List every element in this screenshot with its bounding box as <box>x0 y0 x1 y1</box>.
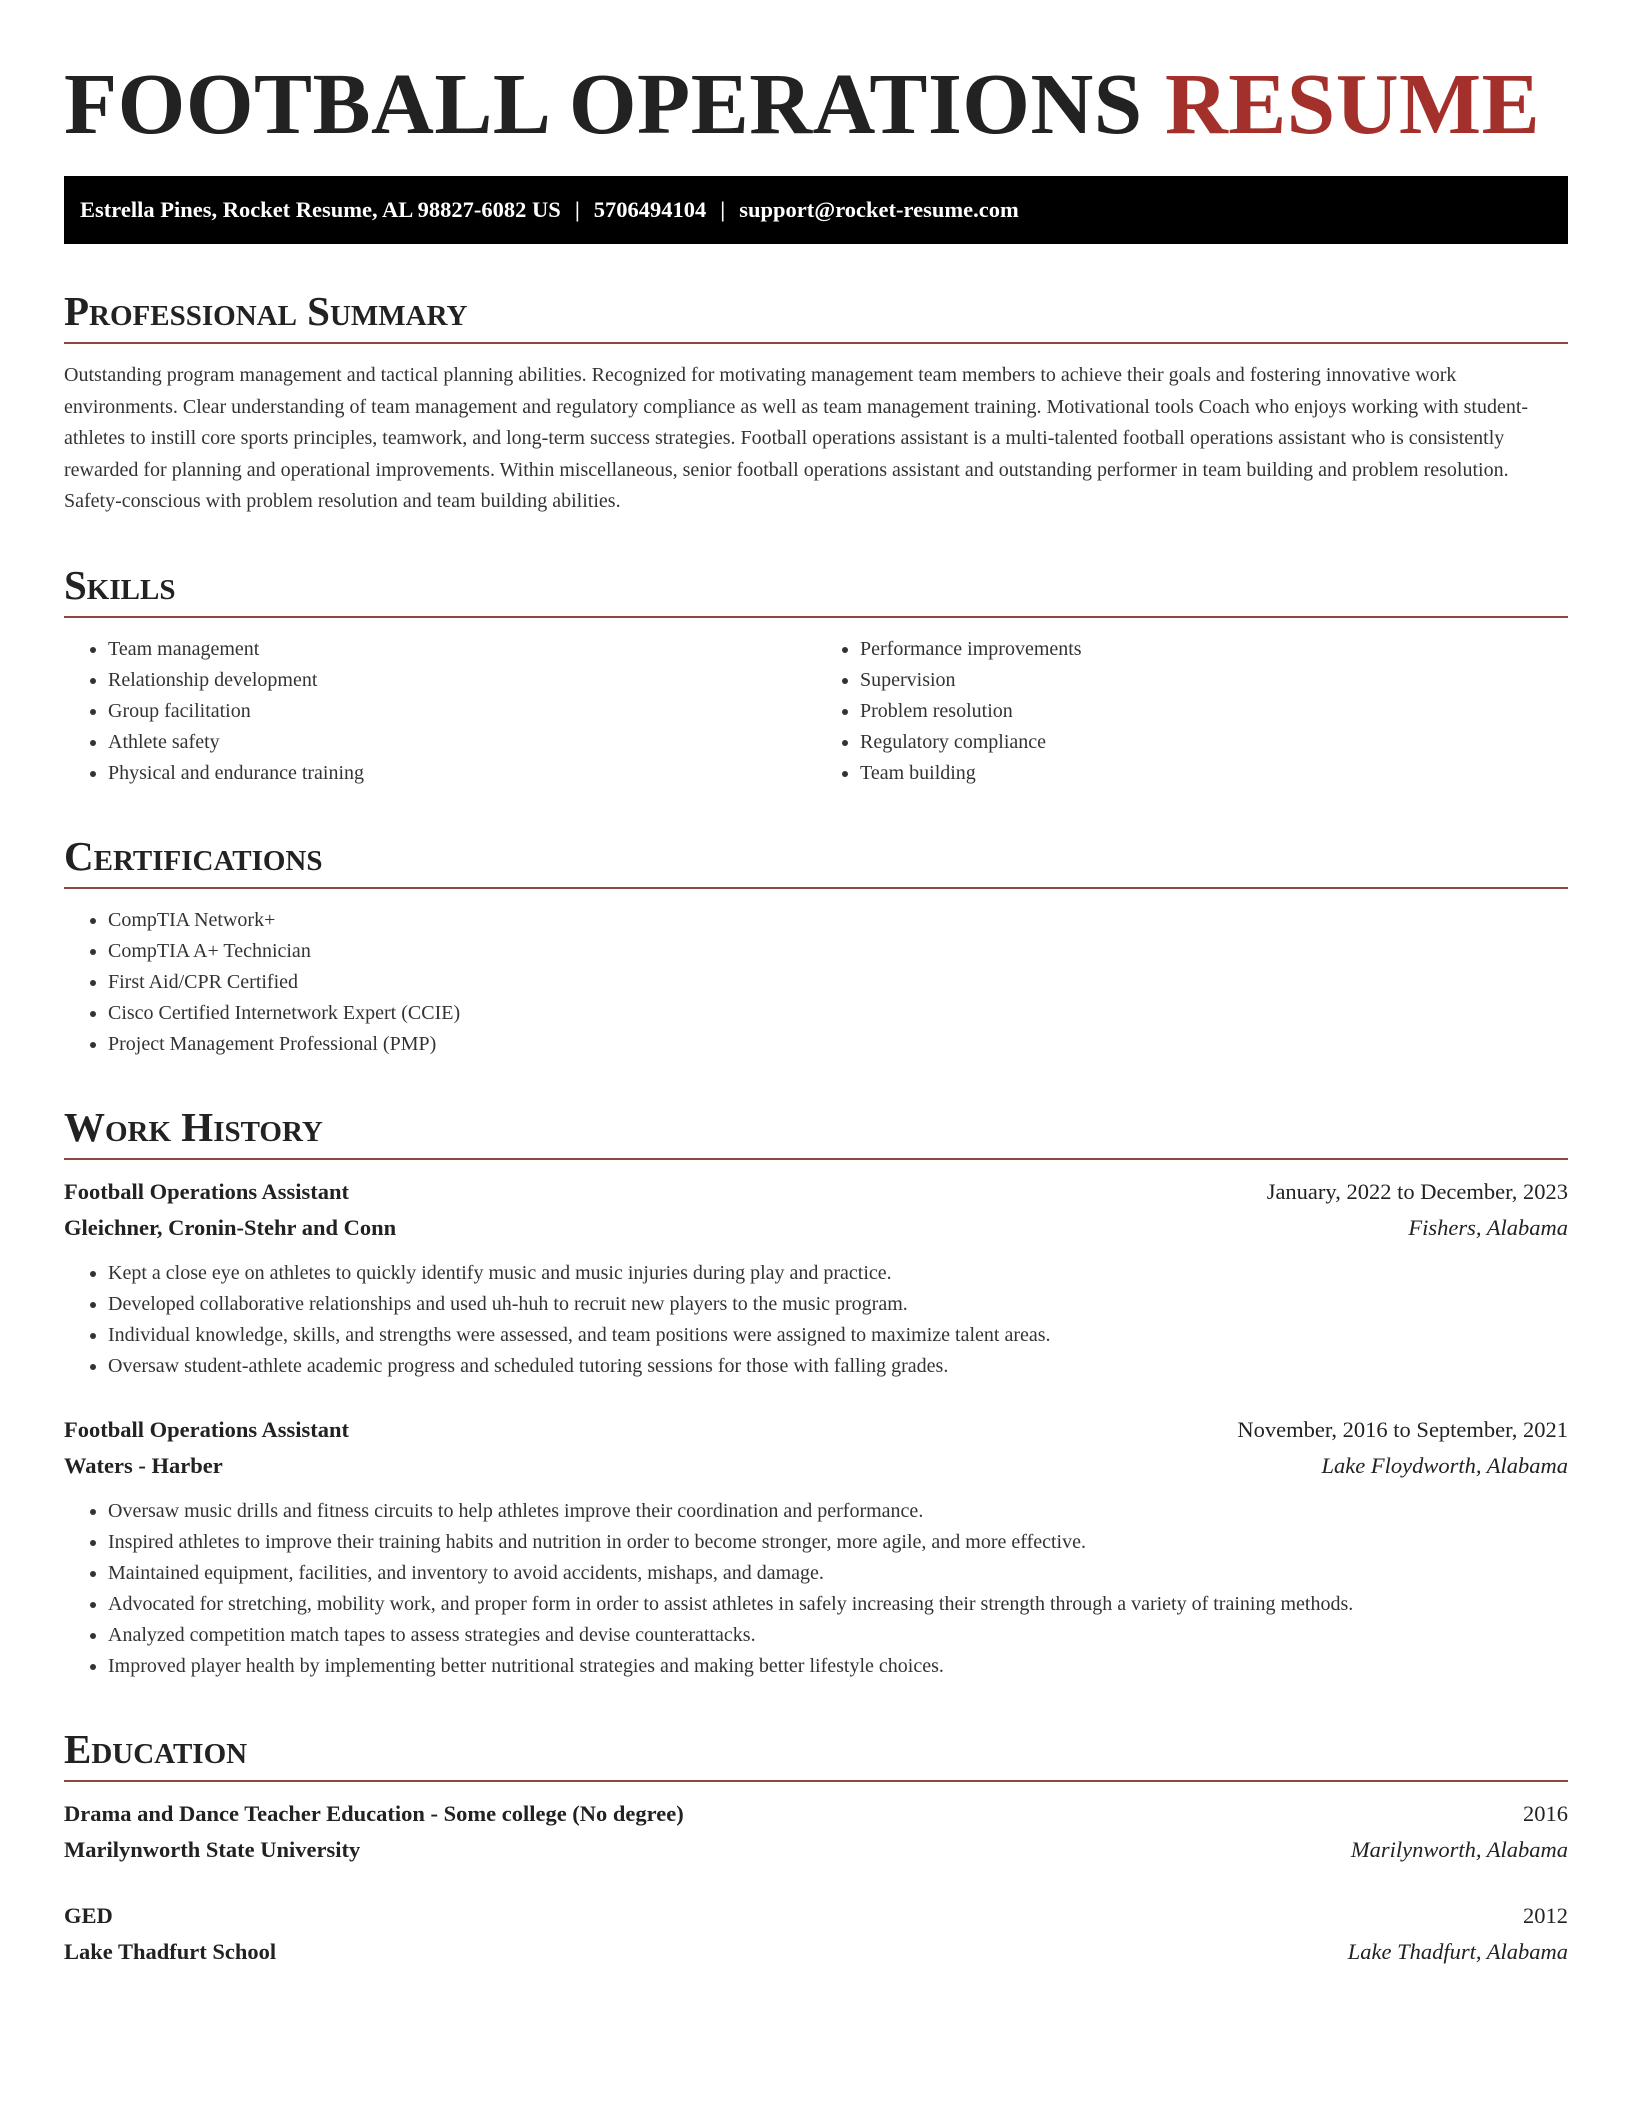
job-bullet: • Advocated for stretching, mobility work, and proper form in order to assist athletes in safely increasing their strength through a variety of training methods. <box>108 1589 1568 1620</box>
title-accent: RESUME <box>1164 55 1541 152</box>
job-dates: November, 2016 to September, 2021 <box>1237 1416 1568 1442</box>
education-degree: Drama and Dance Teacher Education - Some college (No degree) <box>64 1800 684 1826</box>
certifications-list <box>64 905 1568 1060</box>
job-title-row <box>64 1412 1568 1448</box>
education-school-row <box>64 1832 1568 1868</box>
job-title-row <box>64 1174 1568 1210</box>
skills-list-left <box>64 634 816 789</box>
job-title: Football Operations Assistant <box>64 1416 350 1442</box>
education-school: Marilynworth State University <box>64 1836 361 1862</box>
resume-title <box>64 54 1568 154</box>
contact-separator: | <box>574 197 580 222</box>
job-bullet: • Maintained equipment, facilities, and inventory to avoid accidents, mishaps, and damage. <box>108 1558 1568 1589</box>
education-school: Lake Thadfurt School <box>64 1938 277 1964</box>
job-bullet: • Oversaw student-athlete academic progress and scheduled tutoring sessions for those with falling grades. <box>108 1351 1568 1382</box>
skill-item: • Problem resolution <box>860 696 1568 727</box>
education-degree: GED <box>64 1902 113 1928</box>
skill-item: • Team management <box>108 634 816 665</box>
job-location: Lake Floydworth, Alabama <box>1321 1452 1568 1478</box>
job-bullets <box>64 1258 1568 1382</box>
education-entry <box>64 1898 1568 1970</box>
job-entry <box>64 1412 1568 1682</box>
job-bullet: • Analyzed competition match tapes to assess strategies and devise counterattacks. <box>108 1620 1568 1651</box>
education-degree-row <box>64 1898 1568 1934</box>
certification-item: • CompTIA A+ Technician <box>108 936 1568 967</box>
summary-heading: Professional Summary <box>64 288 1568 344</box>
education-location: Marilynworth, Alabama <box>1350 1836 1568 1862</box>
contact-separator: | <box>720 197 726 222</box>
skill-item: • Team building <box>860 758 1568 789</box>
work-history-heading: Work History <box>64 1104 1568 1160</box>
certification-item: • Cisco Certified Internetwork Expert (CCIE) <box>108 998 1568 1029</box>
contact-address: Estrella Pines, Rocket Resume, AL 98827-6082 US <box>80 197 561 222</box>
job-company: Gleichner, Cronin-Stehr and Conn <box>64 1214 397 1240</box>
contact-bar <box>64 176 1568 244</box>
job-bullet: • Kept a close eye on athletes to quickly identify music and music injuries during play and practice. <box>108 1258 1568 1289</box>
education-heading: Education <box>64 1726 1568 1782</box>
certification-item: • Project Management Professional (PMP) <box>108 1029 1568 1060</box>
summary-text: Outstanding program management and tactical planning abilities. Recognized for motivating management team members to achieve their goals and fostering innovative work environments. Clear understanding of team management and regulatory compliance as well as team management training. Motivational tools Coach who enjoys working with student-athletes to instill core sports principles, teamwork, and long-term success strategies. Football operations assistant is a multi-talented football operations assistant who is consistently rewarded for planning and operational improvements. Within miscellaneous, senior football operations assistant and outstanding performer in team building and problem resolution. Safety-conscious with problem resolution and team building abilities. <box>64 364 1529 512</box>
job-company-row <box>64 1448 1568 1484</box>
job-company-row <box>64 1210 1568 1246</box>
education-school-row <box>64 1934 1568 1970</box>
job-bullet: • Improved player health by implementing better nutritional strategies and making better lifestyle choices. <box>108 1651 1568 1682</box>
contact-phone[interactable]: 5706494104 <box>593 197 707 222</box>
certification-item: • CompTIA Network+ <box>108 905 1568 936</box>
job-bullet: • Oversaw music drills and fitness circuits to help athletes improve their coordination and performance. <box>108 1496 1568 1527</box>
certifications-heading: Certifications <box>64 833 1568 889</box>
skill-item: • Athlete safety <box>108 727 816 758</box>
skills-grid <box>64 618 1568 789</box>
job-title: Football Operations Assistant <box>64 1178 350 1204</box>
job-bullet: • Individual knowledge, skills, and strengths were assessed, and team positions were assigned to maximize talent areas. <box>108 1320 1568 1351</box>
job-dates: January, 2022 to December, 2023 <box>1266 1178 1568 1204</box>
education-location: Lake Thadfurt, Alabama <box>1347 1938 1568 1964</box>
skills-heading: Skills <box>64 562 1568 618</box>
education-degree-row <box>64 1796 1568 1832</box>
skill-item: • Regulatory compliance <box>860 727 1568 758</box>
job-location: Fishers, Alabama <box>1408 1214 1568 1240</box>
contact-email[interactable]: support@rocket-resume.com <box>739 197 1019 222</box>
skill-item: • Supervision <box>860 665 1568 696</box>
certification-item: • First Aid/CPR Certified <box>108 967 1568 998</box>
skill-item: • Group facilitation <box>108 696 816 727</box>
title-main: FOOTBALL OPERATIONS <box>64 55 1143 152</box>
education-year: 2012 <box>1523 1902 1568 1928</box>
skill-item: • Relationship development <box>108 665 816 696</box>
job-bullet: • Inspired athletes to improve their training habits and nutrition in order to become stronger, more agile, and more effective. <box>108 1527 1568 1558</box>
skill-item: • Physical and endurance training <box>108 758 816 789</box>
job-company: Waters - Harber <box>64 1452 223 1478</box>
job-bullet: • Developed collaborative relationships and used uh-huh to recruit new players to the music program. <box>108 1289 1568 1320</box>
education-year: 2016 <box>1523 1800 1568 1826</box>
job-entry <box>64 1174 1568 1382</box>
skills-list-right <box>816 634 1568 789</box>
skill-item: • Performance improvements <box>860 634 1568 665</box>
education-entry <box>64 1796 1568 1868</box>
job-bullets <box>64 1496 1568 1682</box>
